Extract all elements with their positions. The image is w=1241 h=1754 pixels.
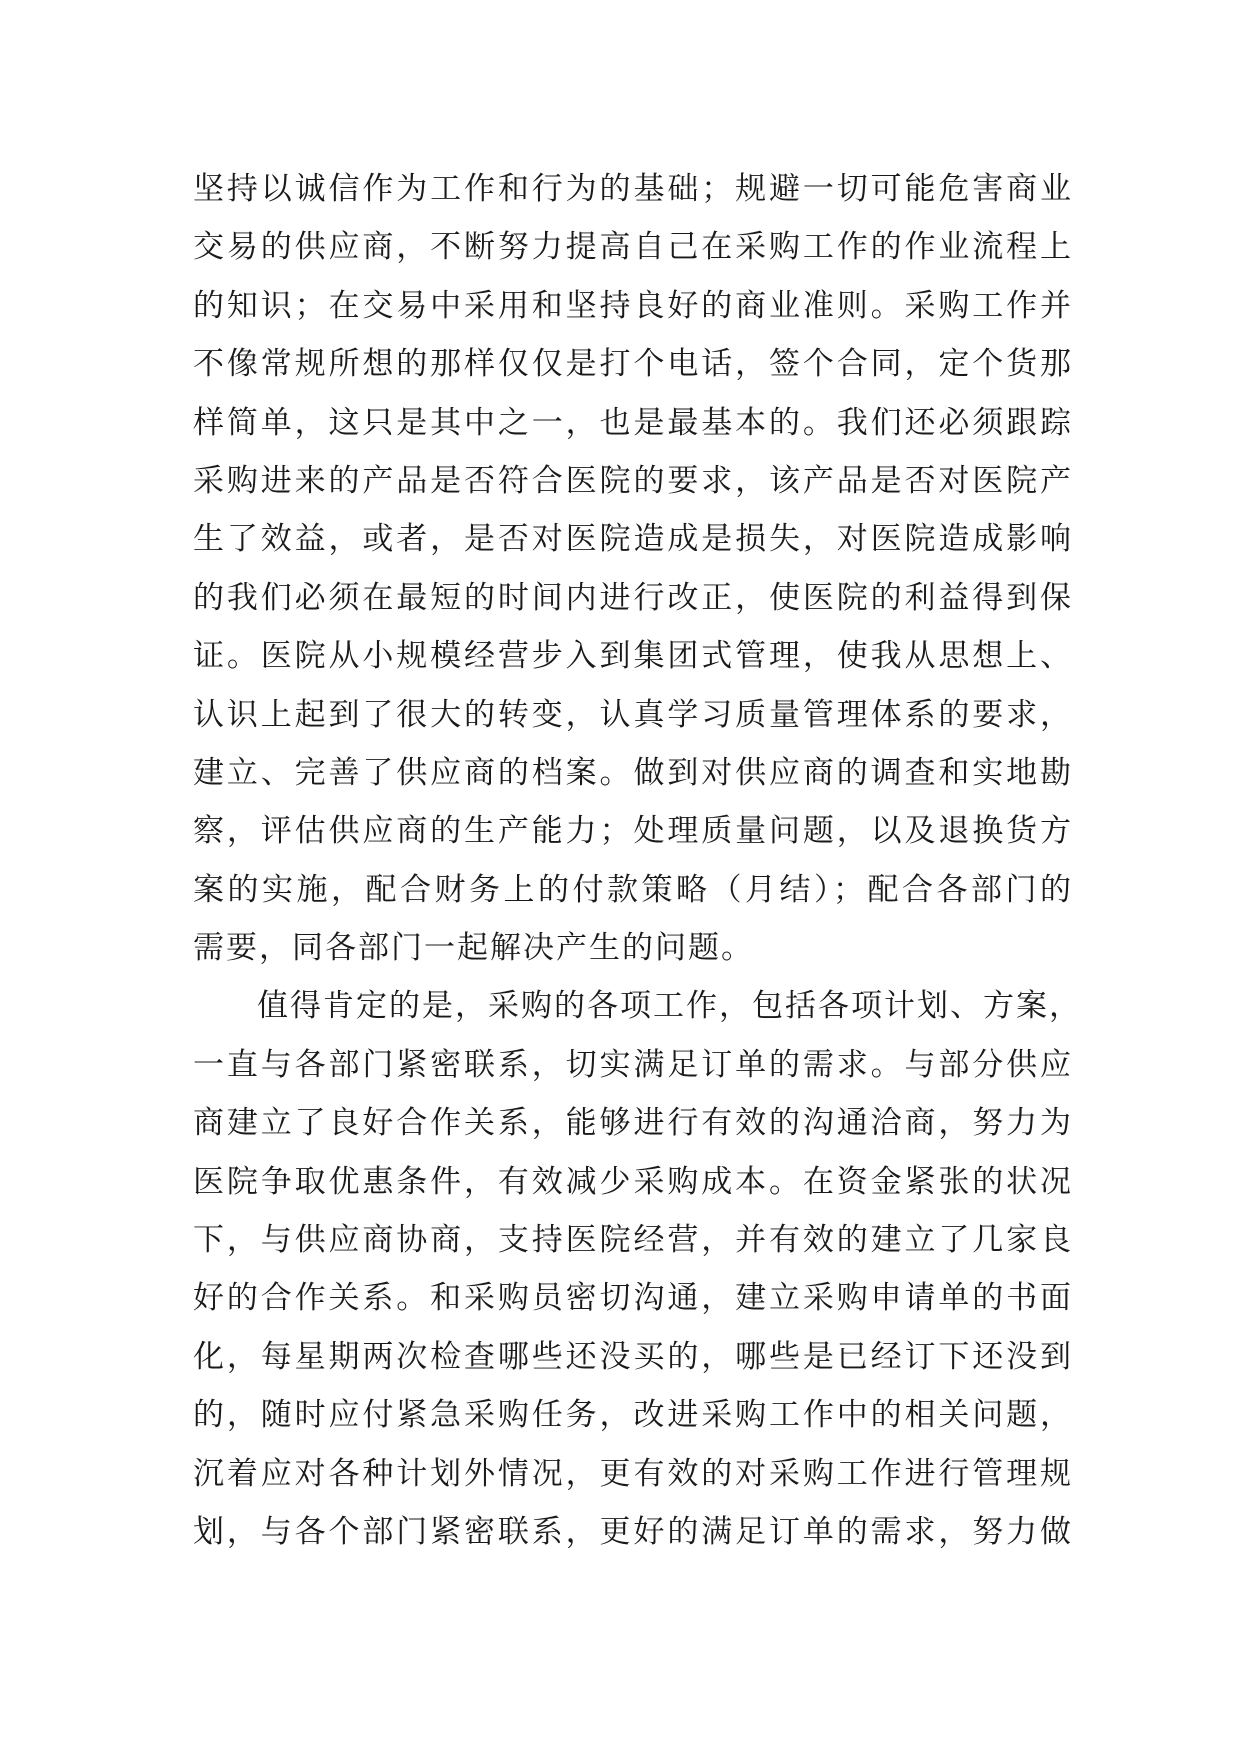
text-line: 采购进来的产品是否符合医院的要求，该产品是否对医院产 (193, 462, 1073, 499)
text-line: 的知识；在交易中采用和坚持良好的商业准则。采购工作并 (193, 287, 1073, 324)
document-body (193, 160, 1082, 1561)
text-line: 的，随时应付紧急采购任务，改进采购工作中的相关问题， (193, 1397, 1073, 1434)
text-line: 交易的供应商，不断努力提高自己在采购工作的作业流程上 (193, 229, 1073, 266)
text-line: 案的实施，配合财务上的付款策略（月结）；配合各部门的 (193, 871, 1073, 908)
text-line: 生了效益，或者，是否对医院造成是损失，对医院造成影响 (193, 521, 1073, 558)
text-line: 不像常规所想的那样仅仅是打个电话，签个合同，定个货那 (193, 346, 1073, 383)
paragraph-1 (193, 160, 1073, 977)
text-line: 好的合作关系。和采购员密切沟通，建立采购申请单的书面 (193, 1280, 1073, 1317)
text-line: 的我们必须在最短的时间内进行改正，使医院的利益得到保 (193, 579, 1073, 616)
text-line: 察，评估供应商的生产能力；处理质量问题，以及退换货方 (193, 813, 1073, 850)
text-line: 需要，同各部门一起解决产生的问题。 (193, 930, 754, 967)
text-line: 划，与各个部门紧密联系，更好的满足订单的需求，努力做 (193, 1513, 1073, 1550)
text-line: 建立、完善了供应商的档案。做到对供应商的调查和实地勘 (193, 754, 1073, 791)
paragraph-2 (193, 977, 1082, 1561)
text-line: 样简单，这只是其中之一，也是最基本的。我们还必须跟踪 (193, 404, 1073, 441)
text-line: 商建立了良好合作关系，能够进行有效的沟通洽商，努力为 (193, 1105, 1073, 1142)
text-line: 沉着应对各种计划外情况，更有效的对采购工作进行管理规 (193, 1455, 1073, 1492)
text-line: 化，每星期两次检查哪些还没买的，哪些是已经订下还没到 (193, 1338, 1073, 1375)
text-line: 认识上起到了很大的转变，认真学习质量管理体系的要求， (193, 696, 1073, 733)
text-line: 值得肯定的是，采购的各项工作，包括各项计划、方案， (257, 988, 1082, 1025)
text-line: 证。医院从小规模经营步入到集团式管理，使我从思想上、 (193, 638, 1073, 675)
text-line: 坚持以诚信作为工作和行为的基础；规避一切可能危害商业 (193, 171, 1073, 207)
text-line: 一直与各部门紧密联系，切实满足订单的需求。与部分供应 (193, 1046, 1073, 1083)
text-line: 医院争取优惠条件，有效减少采购成本。在资金紧张的状况 (193, 1163, 1073, 1200)
text-line: 下，与供应商协商，支持医院经营，并有效的建立了几家良 (193, 1222, 1073, 1259)
